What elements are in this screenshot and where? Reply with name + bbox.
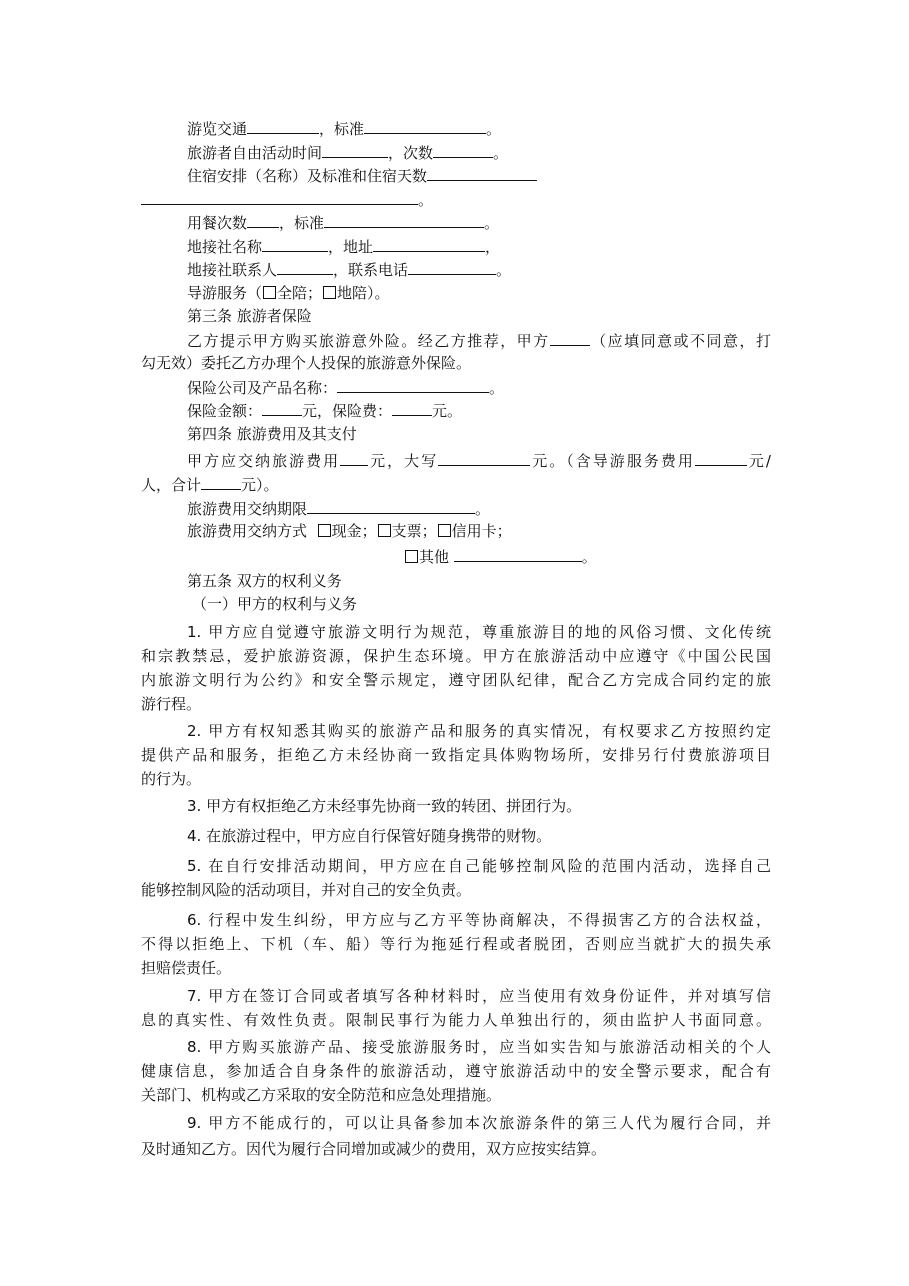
payment-deadline-line (187, 498, 490, 518)
meals-line (187, 212, 499, 232)
label: ，标准 (319, 120, 365, 138)
label: ，次数 (388, 144, 434, 162)
label: 元，保险费： (302, 402, 393, 420)
clause-6-line: 不得以拒绝上、下机（车、船）等行为拖延行程或者脱团，否则应当就扩大的损失承 (141, 935, 771, 953)
insurance-amount-line (187, 400, 462, 420)
clause-9-line: 9. 甲方不能成行的，可以让具备参加本次旅游条件的第三人代为履行合同，并 (187, 1114, 771, 1132)
blank-field[interactable] (433, 142, 493, 158)
clause-9-line: 及时通知乙方。因代为履行合同增加或减少的费用，双方应按实结算。 (141, 1140, 607, 1158)
label: 元。（含导游服务费用 (530, 452, 695, 470)
label: 保险公司及产品名称： (187, 379, 338, 397)
blank-field[interactable] (373, 236, 485, 252)
insurance-line-cont (141, 353, 471, 373)
blank-field[interactable] (141, 189, 418, 205)
credit-card-checkbox[interactable] (438, 524, 451, 537)
text: （应填同意或不同意，打 (589, 332, 771, 350)
accommodation-line (187, 165, 537, 185)
clause-2-line: 的行为。 (141, 770, 202, 788)
punct: 。 (484, 214, 500, 232)
blank-field[interactable] (262, 400, 302, 416)
blank-field[interactable] (322, 142, 388, 158)
article-3-heading (187, 306, 312, 326)
clause-8-line: 关部门、机构或乙方采取的安全防范和应急处理措施。 (141, 1086, 502, 1104)
insurance-line (187, 330, 771, 350)
blank-field[interactable] (364, 118, 486, 134)
label: 元）。 (241, 476, 279, 494)
insurance-company-line (187, 377, 504, 397)
heading: 第三条 旅游者保险 (187, 307, 312, 325)
clause-8-line: 8. 甲方购买旅游产品、接受旅游服务时，应当如实告知与旅游活动相关的个人 (187, 1038, 771, 1056)
blank-field[interactable] (247, 118, 319, 134)
label: 保险金额： (187, 402, 263, 420)
heading: （一）甲方的权利与义务 (192, 595, 358, 613)
clause-7-line: 息的真实性、有效性负责。限制民事行为能力人单独出行的，须由监护人书面同意。 (141, 1011, 771, 1029)
blank-field[interactable] (340, 450, 368, 466)
punct: ， (485, 238, 501, 256)
heading: 第五条 双方的权利义务 (187, 572, 342, 590)
check-checkbox[interactable] (378, 524, 391, 537)
free-time-line (187, 142, 508, 162)
heading: 第四条 旅游费用及其支付 (187, 425, 357, 443)
label: ，标准 (279, 214, 325, 232)
label: 旅游费用交纳方式 (187, 522, 308, 540)
clause-1-line: 游行程。 (141, 695, 202, 713)
text: 乙方提示甲方购买旅游意外险。经乙方推荐，甲方 (187, 332, 550, 350)
local-escort-checkbox[interactable] (323, 286, 336, 299)
article-5-heading (187, 571, 342, 591)
fee-line-cont (141, 474, 279, 494)
label: 旅游者自由活动时间 (187, 144, 323, 162)
clause-5-line: 5. 在自行安排活动期间，甲方应在自己能够控制风险的范围内活动，选择自己 (187, 857, 771, 875)
blank-field[interactable] (307, 498, 475, 514)
blank-field[interactable] (392, 400, 432, 416)
label: 支票； (391, 522, 437, 540)
label: 人，合计 (141, 476, 202, 494)
blank-field[interactable] (247, 212, 279, 228)
punct: 。 (486, 120, 502, 138)
punct: 。 (581, 548, 597, 566)
clause-7-line: 7. 甲方在签订合同或者填写各种材料时，应当使用有效身份证件，并对填写信 (187, 987, 771, 1005)
label: 现金； (331, 522, 377, 540)
blank-field[interactable] (201, 474, 241, 490)
other-checkbox[interactable] (405, 550, 418, 563)
clause-6-line: 6. 行程中发生纠纷，甲方应与乙方平等协商解决，不得损害乙方的合法权益， (187, 911, 771, 929)
label: ，联系电话 (333, 261, 409, 279)
clause-5-line: 能够控制风险的活动项目，并对自己的安全负责。 (141, 881, 472, 899)
punct: 。 (489, 379, 505, 397)
fee-line (187, 450, 771, 470)
clause-4-line: 4. 在旅游过程中，甲方应自行保管好随身携带的财物。 (187, 827, 552, 845)
blank-field[interactable] (337, 377, 489, 393)
blank-field[interactable] (262, 236, 328, 252)
clause-1-line: 内旅游文明行为公约》和安全警示规定，遵守团队纪律，配合乙方完成合同约定的旅 (141, 671, 771, 689)
local-agency-line (187, 236, 500, 256)
blank-field[interactable] (277, 259, 333, 275)
label: 用餐次数 (187, 214, 248, 232)
label: 信用卡； (451, 522, 512, 540)
blank-field[interactable] (454, 546, 582, 562)
clause-8-line: 健康信息，参加适合自身条件的旅游活动，遵守旅游活动中的安全警示要求，配合有 (141, 1062, 771, 1080)
label: 甲方应交纳旅游费用 (187, 452, 341, 470)
label: 地接社联系人 (187, 261, 278, 279)
label: 游览交通 (187, 120, 248, 138)
label: 住宿安排（名称）及标准和住宿天数 (187, 167, 428, 185)
label: ，地址 (328, 238, 374, 256)
blank-field[interactable] (695, 450, 747, 466)
blank-field[interactable] (427, 165, 537, 181)
label: 导游服务（ (187, 284, 263, 302)
label: 旅游费用交纳期限 (187, 500, 308, 518)
punct: 。 (475, 500, 491, 518)
clause-2-line: 2. 甲方有权知悉其购买的旅游产品和服务的真实情况，有权要求乙方按照约定 (187, 722, 771, 740)
local-contact-line (187, 259, 511, 279)
label: 元。 (432, 402, 463, 420)
accommodation-line-cont (141, 189, 433, 209)
section-1-heading (192, 594, 357, 614)
label: 其他 (419, 548, 450, 566)
payment-method-line (187, 521, 512, 541)
blank-field[interactable] (408, 259, 496, 275)
blank-field[interactable] (324, 212, 484, 228)
clause-1-line: 1. 甲方应自觉遵守旅游文明行为规范，尊重旅游目的地的风俗习惯、文化传统 (187, 623, 771, 641)
punct: 。 (496, 261, 512, 279)
clause-1-line: 和宗教禁忌，爱护旅游资源，保护生态环境。甲方在旅游活动中应遵守《中国公民国 (141, 647, 771, 665)
label: 元，大写 (368, 452, 439, 470)
full-escort-checkbox[interactable] (263, 286, 276, 299)
sightseeing-transport-line (187, 118, 501, 138)
label: 元/ (746, 452, 771, 470)
clause-2-line: 提供产品和服务，拒绝乙方未经协商一致指定具体购物场所，安排另行付费旅游项目 (141, 746, 771, 764)
label: 地接社名称 (187, 238, 263, 256)
payment-other-line (404, 546, 597, 566)
guide-service-line (187, 283, 390, 303)
blank-field[interactable] (550, 330, 590, 346)
label: 全陪； (277, 284, 323, 302)
blank-field[interactable] (438, 450, 530, 466)
punct: 。 (493, 144, 509, 162)
article-4-heading (187, 424, 357, 444)
clause-3-line: 3. 甲方有权拒绝乙方未经事先协商一致的转团、拼团行为。 (187, 797, 582, 815)
label: 地陪）。 (337, 284, 390, 302)
text: 勾无效）委托乙方办理个人投保的旅游意外保险。 (141, 354, 472, 372)
punct: 。 (418, 191, 434, 209)
cash-checkbox[interactable] (318, 524, 331, 537)
clause-6-line: 担赔偿责任。 (141, 959, 232, 977)
